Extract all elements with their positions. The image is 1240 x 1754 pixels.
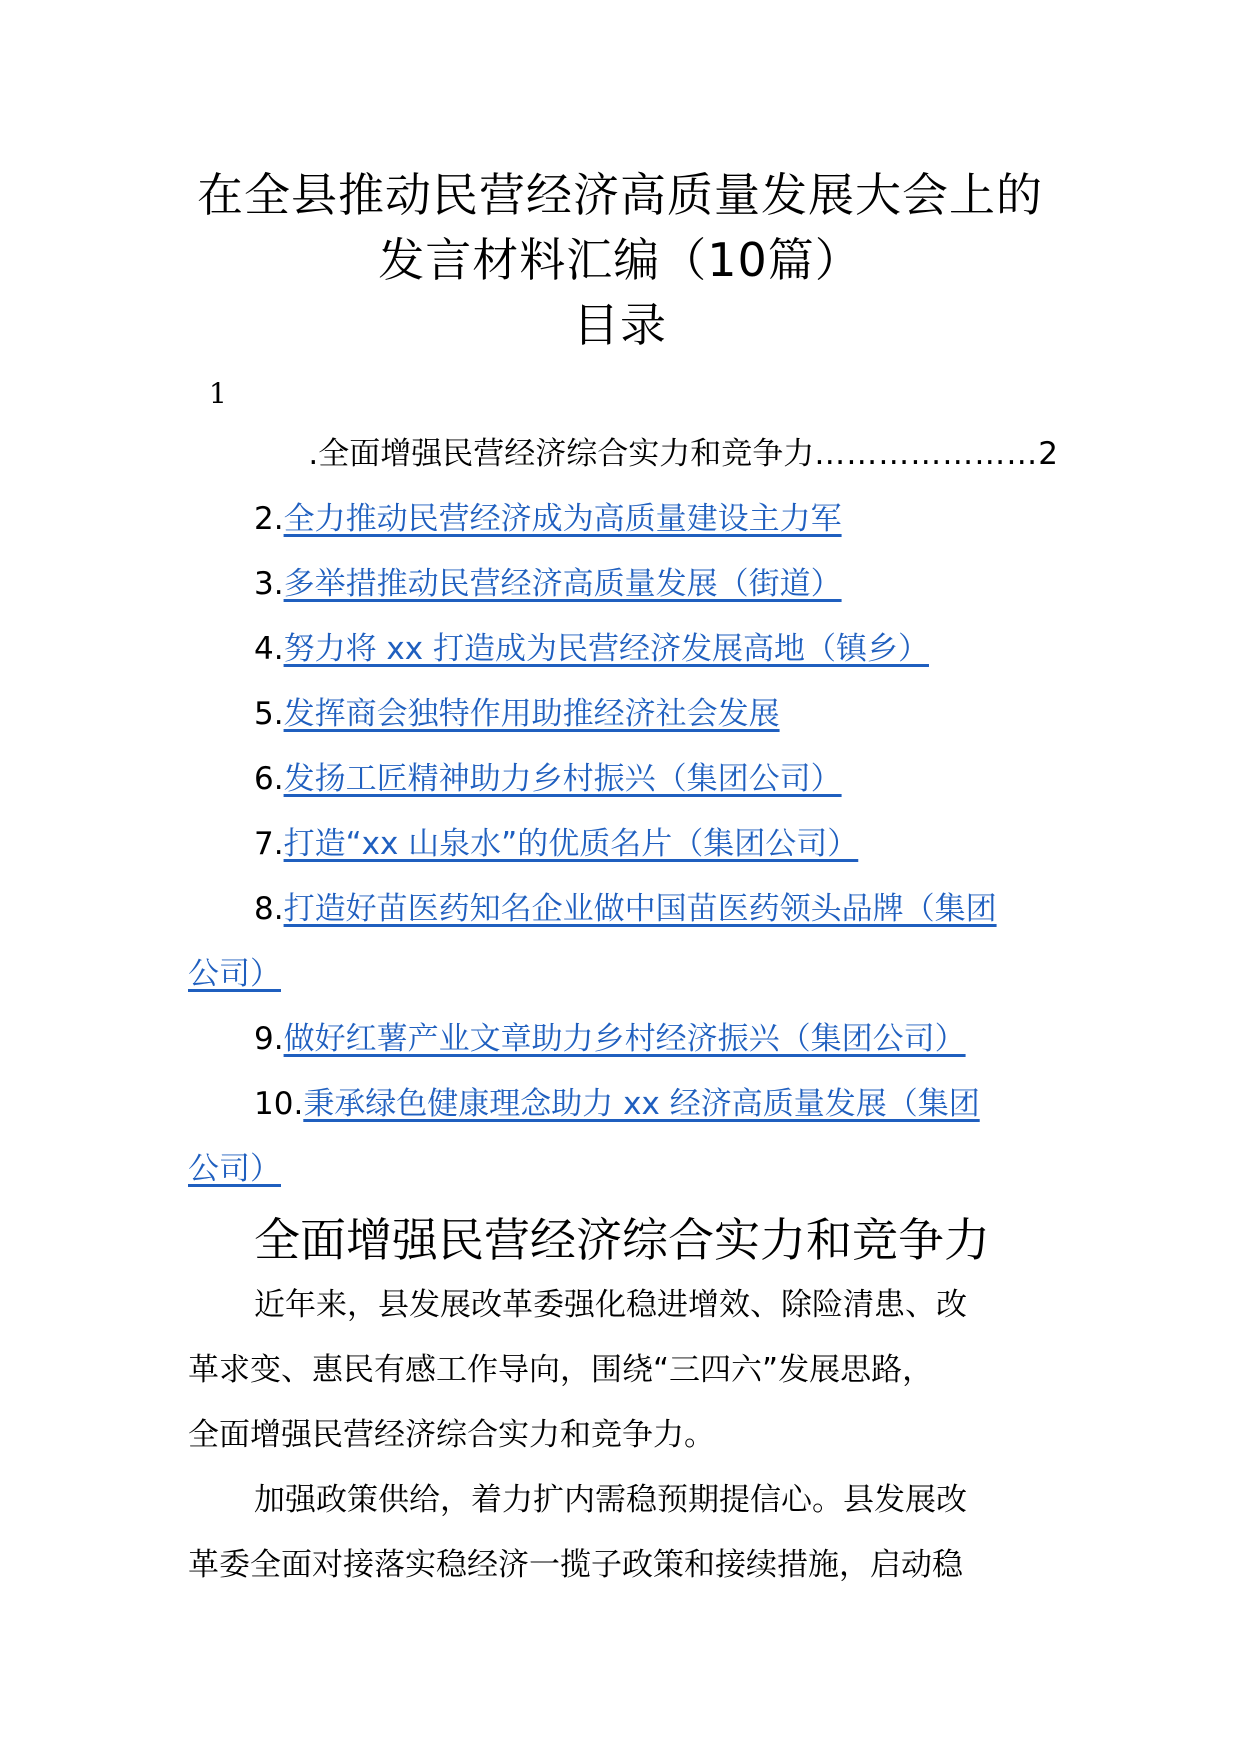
toc-item-10 xyxy=(188,1072,1124,1137)
toc-link[interactable]: 全力推动民营经济成为高质量建设主力军 xyxy=(283,501,842,537)
toc-item-2 xyxy=(188,487,1124,552)
paragraph-2-line-2: 革委全面对接落实稳经济一揽子政策和接续措施，启动稳 xyxy=(188,1547,963,1583)
toc-item-number: 2. xyxy=(254,501,284,537)
toc-item-1[interactable] xyxy=(188,422,1058,487)
toc-item-number: . xyxy=(308,436,319,472)
toc-heading: 目录 xyxy=(573,298,667,352)
toc-item-7 xyxy=(188,812,1124,877)
toc-item-number: 10. xyxy=(254,1086,304,1122)
section-heading: 全面增强民营经济综合实力和竞争力 xyxy=(254,1213,990,1267)
toc-link[interactable]: 打造“xx 山泉水”的优质名片（集团公司） xyxy=(283,826,859,862)
toc-link[interactable]: 多举措推动民营经济高质量发展（街道） xyxy=(283,566,842,602)
paragraph-1-line-2: 革求变、惠民有感工作导向，围绕“三四六”发展思路， xyxy=(188,1352,934,1388)
toc-page-number: 2 xyxy=(1038,436,1058,472)
toc-item-text: 全面增强民营经济综合实力和竞争力 xyxy=(318,436,815,472)
toc-leading-number: 1 xyxy=(209,377,227,410)
toc-link[interactable]: 秉承绿色健康理念助力 xx 经济高质量发展（集团 xyxy=(303,1086,980,1122)
toc-link[interactable]: 发扬工匠精神助力乡村振兴（集团公司） xyxy=(283,761,842,797)
toc-item-number: 7. xyxy=(254,826,284,862)
toc-item-8-continued xyxy=(188,942,1058,1007)
document-title-line-1: 在全县推动民营经济高质量发展大会上的 xyxy=(197,168,1043,222)
toc-item-6 xyxy=(188,747,1124,812)
toc-item-5 xyxy=(188,682,1124,747)
toc-item-8 xyxy=(188,877,1124,942)
toc-item-10-continued xyxy=(188,1137,1058,1202)
paragraph-1-line-3: 全面增强民营经济综合实力和竞争力。 xyxy=(188,1417,715,1453)
paragraph-2-line-1: 加强政策供给，着力扩内需稳预期提信心。县发展改 xyxy=(254,1482,967,1518)
toc-link[interactable]: 做好红薯产业文章助力乡村经济振兴（集团公司） xyxy=(283,1021,966,1057)
toc-dot-leader: ………………… xyxy=(814,436,1039,472)
toc-item-9 xyxy=(188,1007,1124,1072)
toc-item-number: 6. xyxy=(254,761,284,797)
toc-link-continued[interactable]: 公司） xyxy=(188,956,281,992)
document-title-line-2: 发言材料汇编（10篇） xyxy=(378,233,862,287)
toc-link-continued[interactable]: 公司） xyxy=(188,1151,281,1187)
toc-item-4 xyxy=(188,617,1124,682)
toc-link[interactable]: 发挥商会独特作用助推经济社会发展 xyxy=(283,696,780,732)
toc-item-3 xyxy=(188,552,1124,617)
paragraph-1-line-1: 近年来，县发展改革委强化稳进增效、除险清患、改 xyxy=(254,1287,967,1323)
toc-item-number: 8. xyxy=(254,891,284,927)
toc-item-number: 4. xyxy=(254,631,284,667)
toc-item-number: 3. xyxy=(254,566,284,602)
toc-link[interactable]: 努力将 xx 打造成为民营经济发展高地（镇乡） xyxy=(283,631,929,667)
toc-item-number: 5. xyxy=(254,696,284,732)
toc-item-number: 9. xyxy=(254,1021,284,1057)
toc-link[interactable]: 打造好苗医药知名企业做中国苗医药领头品牌（集团 xyxy=(283,891,997,927)
